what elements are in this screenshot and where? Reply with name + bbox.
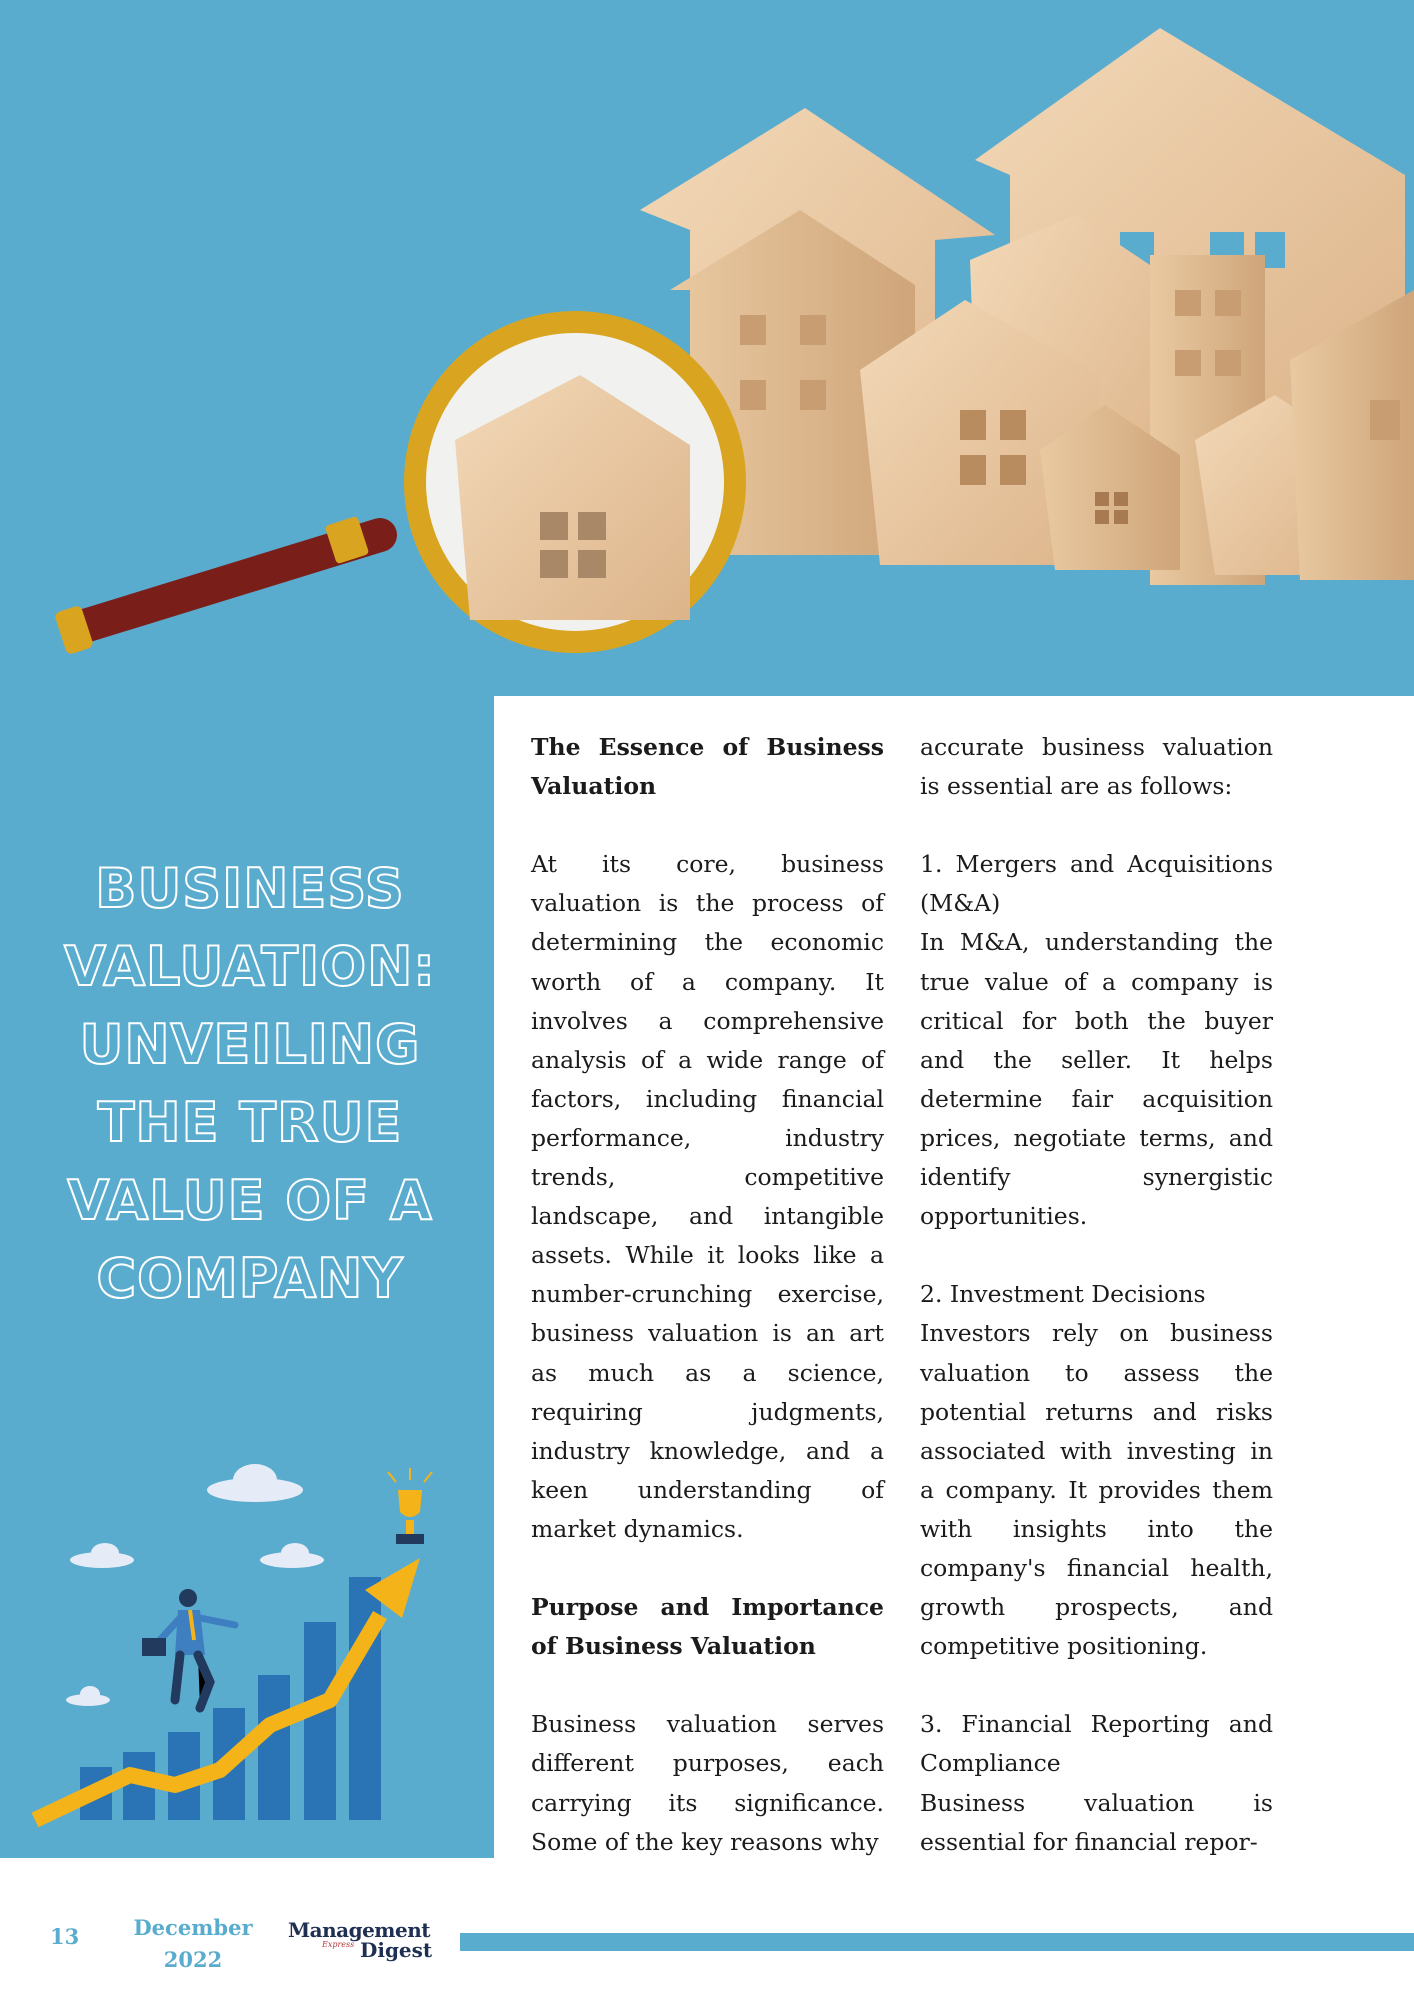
list-item-title: 1. Mergers and Acquisitions (M&A)	[920, 850, 1273, 918]
paragraph: Business valuation serves different purposes, each carrying its significance. Some of the key reasons why	[531, 1710, 884, 1856]
magnifying-glass	[54, 322, 735, 655]
trophy-icon	[388, 1468, 432, 1544]
list-item-title: 2. Investment Decisions	[920, 1280, 1206, 1309]
logo-text-sub: Express	[322, 1940, 355, 1949]
list-item-title: 3. Financial Reporting and Compliance	[920, 1710, 1273, 1778]
cloud-icon	[260, 1543, 324, 1568]
title-line: VALUE OF A	[67, 1169, 433, 1232]
paragraph: accurate business valuation is essential are as follows:	[920, 733, 1273, 801]
article-column-right	[920, 728, 1273, 1862]
page-number: 13	[50, 1924, 80, 1949]
title-line: THE TRUE	[97, 1091, 403, 1154]
issue-year: 2022	[163, 1947, 223, 1972]
title-line: COMPANY	[96, 1247, 404, 1310]
issue-date	[128, 1912, 258, 1976]
section-heading: The Essence of Business Valuation	[531, 733, 884, 801]
footer-bar	[460, 1933, 1414, 1951]
businessman-icon	[142, 1589, 235, 1708]
logo-text-top: Management	[288, 1918, 430, 1942]
cloud-icon	[207, 1464, 303, 1502]
hero-image	[0, 0, 1414, 696]
growth-chart-illustration	[30, 1450, 470, 1830]
article-column-left	[531, 728, 884, 1862]
paragraph: At its core, business valuation is the process of determining the economic worth of a company. It involves a comprehensive analysis of a wide range of factors, including financial performance, industry trends, competitive landscape, and intangible assets. While it looks like a number-crunching exercise, business valuation is an art as much as a science, requiring judgments, industry knowledge, and a keen understanding of market dynamics.	[531, 850, 884, 1543]
paragraph: Business valuation is essential for financial repor-	[920, 1788, 1273, 1856]
title-line: VALUATION:	[64, 935, 436, 998]
cloud-icon	[70, 1543, 134, 1568]
logo-text-bottom: Digest	[360, 1938, 433, 1962]
title-line: UNVEILING	[79, 1013, 421, 1076]
title-line: BUSINESS	[95, 857, 405, 920]
section-heading: Purpose and Importance of Business Valuation	[531, 1593, 884, 1661]
paragraph: In M&A, understanding the true value of a company is critical for both the buyer and the seller. It helps determine fair acquisition prices, negotiate terms, and identify synergistic opportunities.	[920, 928, 1273, 1231]
houses-magnifier-illustration	[0, 0, 1414, 696]
magazine-logo	[288, 1918, 433, 1968]
article-title	[40, 850, 460, 1318]
issue-month: December	[133, 1915, 253, 1940]
paragraph: Investors rely on business valuation to assess the potential returns and risks associated with investing in a company. It provides them with insights into the company's financial health, growth prospects, and competitive positioning.	[920, 1319, 1273, 1661]
cloud-icon	[66, 1686, 110, 1706]
